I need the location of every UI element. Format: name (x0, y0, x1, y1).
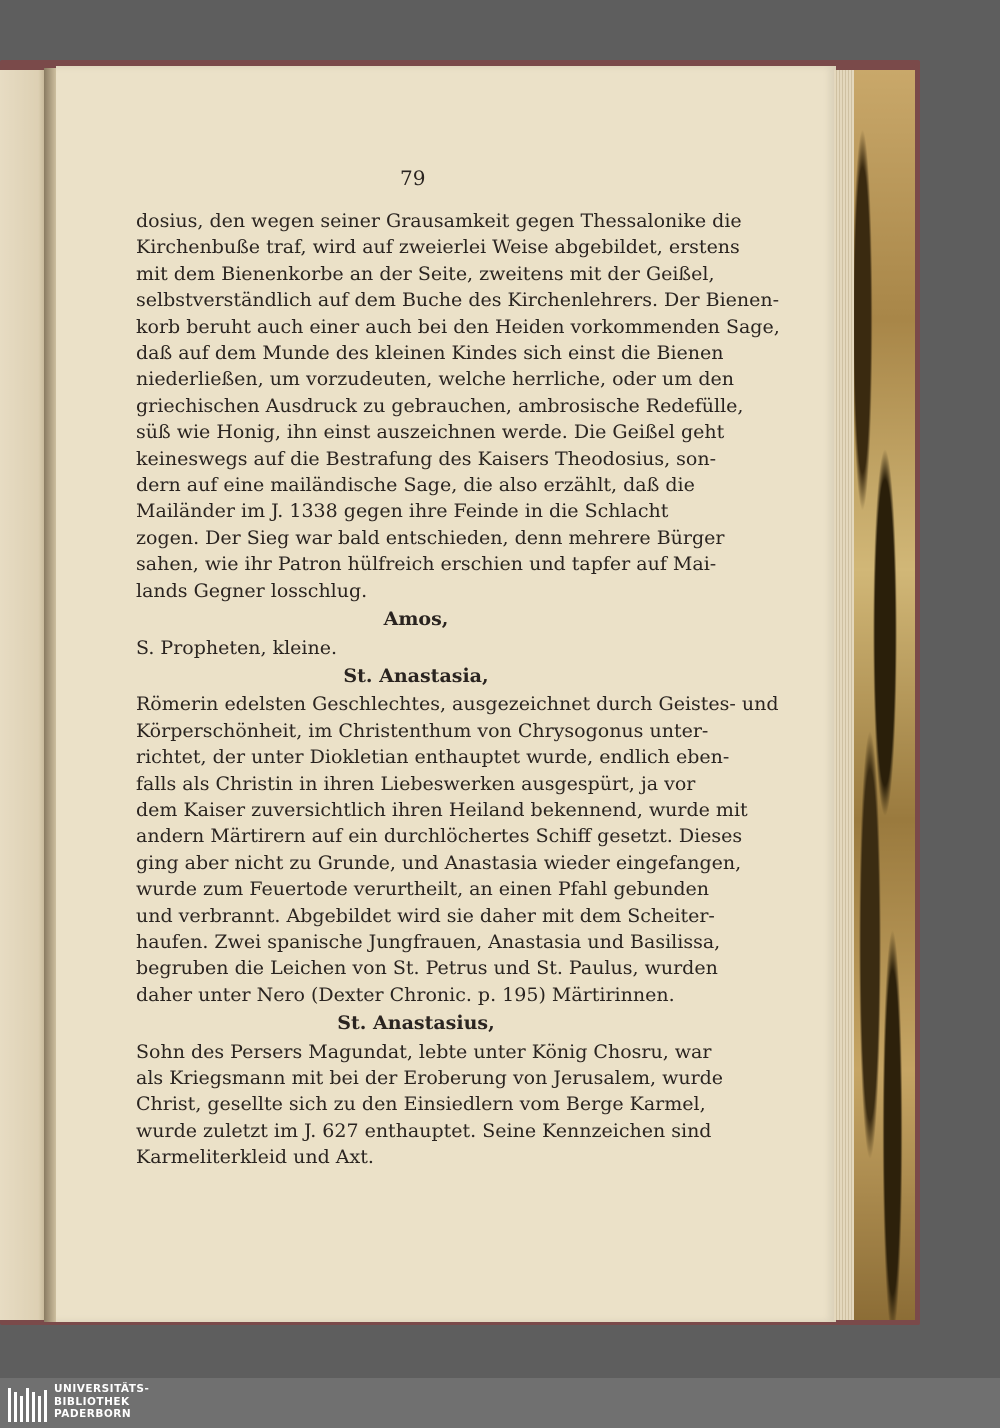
text-line: Christ, gesellte sich zu den Einsiedlern vom Berge Karmel, (136, 1093, 706, 1116)
text-line: falls als Christin in ihren Liebeswerken ausgespürt, ja vor (136, 772, 696, 795)
text-line: wurde zum Feuertode verurtheilt, an einen Pfahl gebunden (136, 878, 710, 901)
text-line: dosius, den wegen seiner Grausamkeit gegen Thessalonike die (136, 210, 742, 232)
body-paragraph (136, 635, 696, 661)
library-name-line: PADERBORN (54, 1408, 132, 1420)
text-line: Karmeliterkleid und Axt. (136, 1146, 374, 1169)
text-line: ging aber nicht zu Grunde, und Anastasia wieder eingefangen, (136, 851, 742, 874)
text-line: andern Märtirern auf ein durchlöchertes Schiff gesetzt. Dieses (136, 825, 743, 848)
text-line: sahen, wie ihr Patron hülfreich erschien und tapfer auf Mai- (136, 553, 717, 576)
text-line: lands Gegner losschlug. (136, 579, 368, 602)
text-line: mit dem Bienenkorbe an der Seite, zweitens mit der Geißel, (136, 262, 715, 285)
text-line: Römerin edelsten Geschlechtes, ausgezeichnet durch Geistes- und (136, 693, 779, 716)
text-line: als Kriegsmann mit bei der Eroberung von Jerusalem, wurde (136, 1067, 724, 1089)
text-line: und verbrannt. Abgebildet wird sie daher mit dem Scheiter- (136, 904, 715, 927)
text-line: griechischen Ausdruck zu gebrauchen, ambrosische Redefülle, (136, 394, 744, 417)
text-line: korb beruht auch einer auch bei den Heiden vorkommenden Sage, (136, 315, 780, 338)
library-footer (0, 1378, 1000, 1428)
page-stack-edges (834, 70, 854, 1320)
text-line: richtet, der unter Diokletian enthauptet wurde, endlich eben- (136, 746, 730, 769)
section-heading: Amos, (383, 608, 449, 631)
page-text-block (136, 208, 780, 1171)
text-line: haufen. Zwei spanische Jungfrauen, Anastasia und Basilissa, (136, 930, 721, 953)
library-name (54, 1383, 149, 1421)
text-line: daß auf dem Munde des kleinen Kindes sich einst die Bienen (136, 342, 724, 365)
text-line: zogen. Der Sieg war bald entschieden, denn mehrere Bürger (136, 526, 725, 549)
text-line: daher unter Nero (Dexter Chronic. p. 195) Märtirinnen. (136, 983, 675, 1006)
text-line: Körperschönheit, im Christenthum von Chrysogonus unter- (136, 719, 709, 742)
library-name-line: BIBLIOTHEK (54, 1395, 130, 1408)
text-line: dern auf eine mailändische Sage, die also erzählt, daß die (136, 474, 695, 497)
university-library-logo-icon (6, 1382, 50, 1424)
text-line: begruben die Leichen von St. Petrus und St. Paulus, wurden (136, 957, 718, 980)
text-line: selbstverständlich auf dem Buche des Kirchenlehrers. Der Bienen- (136, 289, 780, 312)
text-line: Sohn des Persers Magundat, lebte unter König Chosru, war (136, 1040, 712, 1063)
body-paragraph (136, 691, 779, 1008)
library-name-line: UNIVERSITÄTS- (54, 1383, 150, 1395)
text-line: süß wie Honig, ihn einst auszeichnen werde. Die Geißel geht (136, 421, 725, 444)
text-line: Mailänder im J. 1338 gegen ihre Feinde in die Schlacht (136, 500, 669, 523)
text-line: wurde zuletzt im J. 627 enthauptet. Seine Kennzeichen sind (136, 1119, 712, 1142)
text-line: dem Kaiser zuversichtlich ihren Heiland bekennend, wurde mit (136, 798, 748, 821)
left-page-edge (0, 70, 48, 1320)
text-line: niederließen, um vorzudeuten, welche herrliche, oder um den (136, 368, 734, 391)
page-number: 79 (400, 166, 426, 190)
text-line: S. Propheten, kleine. (136, 636, 337, 659)
body-paragraph (136, 1039, 724, 1171)
text-line: keineswegs auf die Bestrafung des Kaisers Theodosius, son- (136, 447, 716, 470)
text-line: Kirchenbuße traf, wird auf zweierlei Weise abgebildet, erstens (136, 236, 740, 259)
section-heading: St. Anastasia, (343, 664, 489, 687)
section-heading: St. Anastasius, (337, 1012, 495, 1035)
body-paragraph (136, 208, 780, 604)
